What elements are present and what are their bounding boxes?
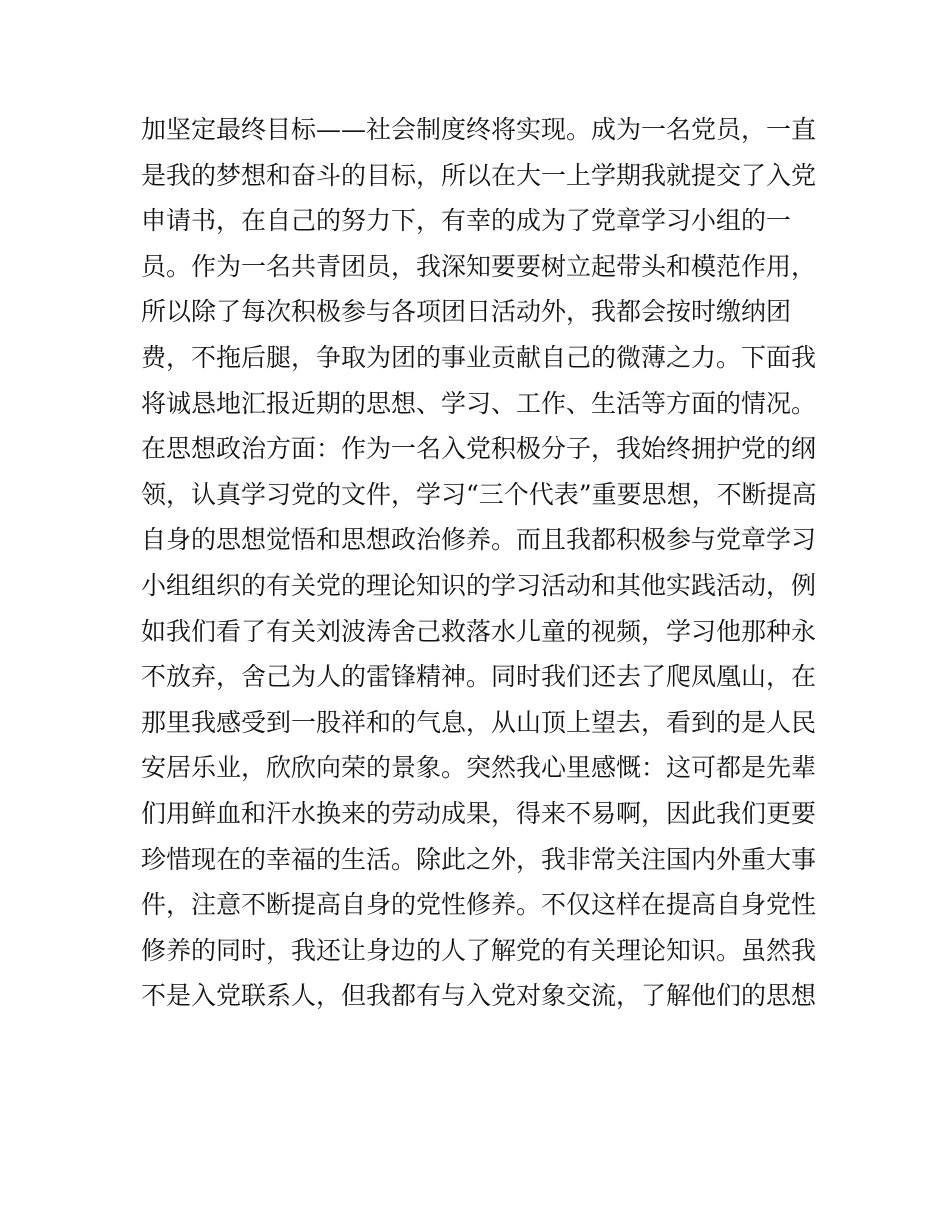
text-line: 如我们看了有关刘波涛舍己救落水儿童的视频，学习他那种永 bbox=[141, 616, 817, 646]
text-line: 员。作为一名共青团员，我深知要要树立起带头和模范作用， bbox=[141, 251, 817, 281]
text-line: 加坚定最终目标——社会制度终将实现。成为一名党员，一直 bbox=[141, 115, 817, 144]
text-line: 所以除了每次积极参与各项团日活动外，我都会按时缴纳团 bbox=[141, 297, 792, 327]
text-line: 珍惜现在的幸福的生活。除此之外，我非常关注国内外重大事 bbox=[141, 844, 817, 874]
text-line: 是我的梦想和奋斗的目标，所以在大一上学期我就提交了入党 bbox=[141, 160, 817, 190]
text-line: 不放弃，舍己为人的雷锋精神。同时我们还去了爬凤凰山，在 bbox=[141, 662, 817, 692]
text-line: 领，认真学习党的文件，学习“三个代表”重要思想，不断提高 bbox=[141, 479, 817, 509]
body-text bbox=[141, 107, 821, 1019]
text-line: 将诚恳地汇报近期的思想、学习、工作、生活等方面的情况。 bbox=[141, 388, 817, 418]
text-line: 那里我感受到一股祥和的气息，从山顶上望去，看到的是人民 bbox=[141, 707, 817, 737]
text-line: 申请书，在自己的努力下，有幸的成为了党章学习小组的一 bbox=[141, 206, 792, 236]
text-line: 们用鲜血和汗水换来的劳动成果，得来不易啊，因此我们更要 bbox=[141, 798, 817, 828]
text-line: 费，不拖后腿，争取为团的事业贡献自己的微薄之力。下面我 bbox=[141, 342, 817, 372]
text-line: 小组组织的有关党的理论知识的学习活动和其他实践活动，例 bbox=[141, 570, 817, 600]
text-line: 不是入党联系人，但我都有与入党对象交流，了解他们的思想 bbox=[141, 981, 817, 1011]
text-line: 件，注意不断提高自身的党性修养。不仅这样在提高自身党性 bbox=[141, 890, 817, 920]
text-line: 自身的思想觉悟和思想政治修养。而且我都积极参与党章学习 bbox=[141, 525, 817, 555]
text-line: 修养的同时，我还让身边的人了解党的有关理论知识。虽然我 bbox=[141, 935, 817, 965]
text-line: 安居乐业，欣欣向荣的景象。突然我心里感慨：这可都是先辈 bbox=[141, 753, 817, 783]
text-line: 在思想政治方面：作为一名入党积极分子，我始终拥护党的纲 bbox=[141, 434, 817, 464]
